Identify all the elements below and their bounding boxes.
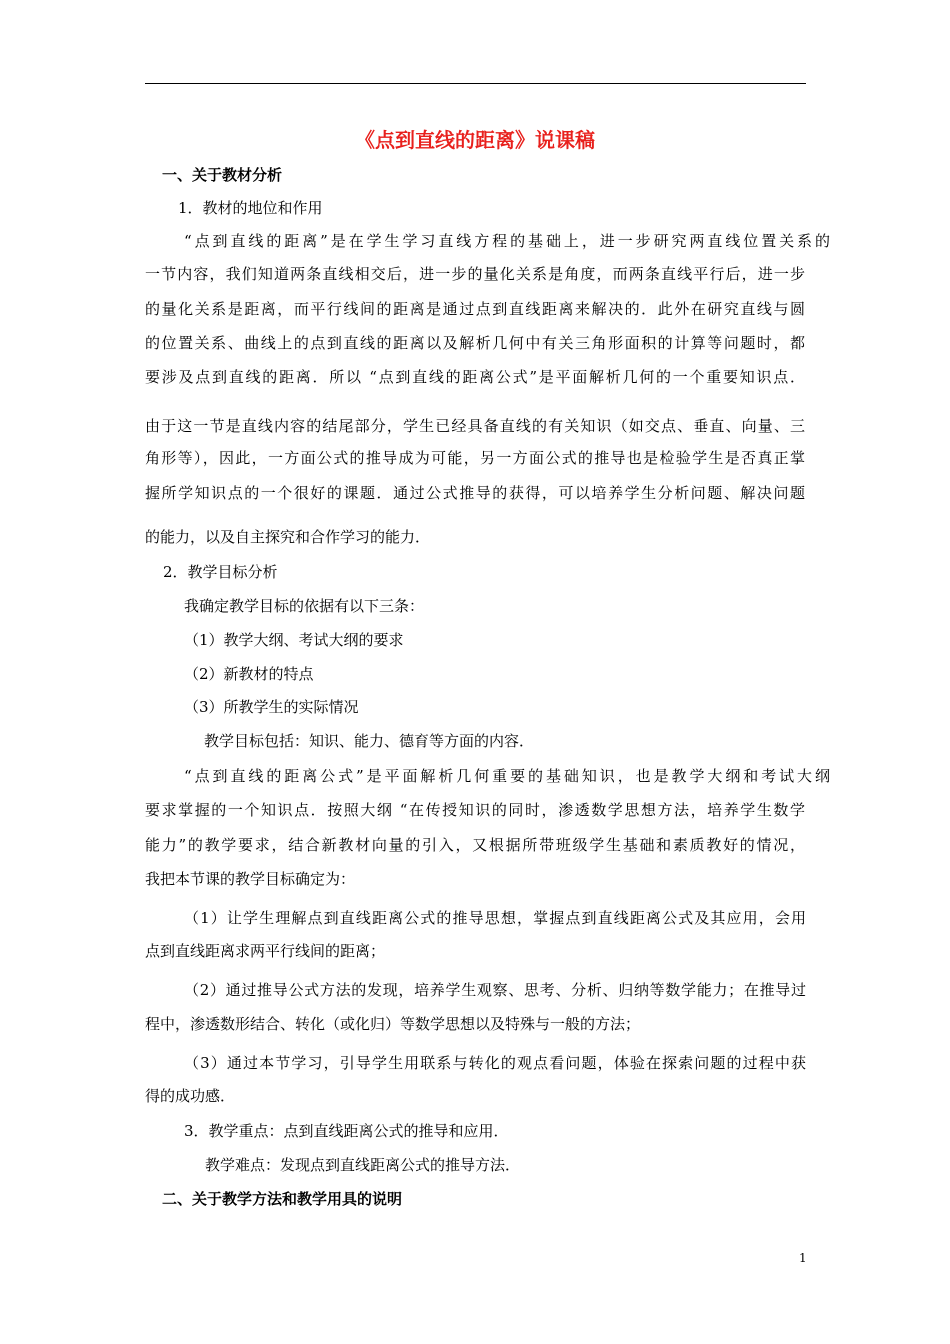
text-line: “点到直线的距离”是在学生学习直线方程的基础上，进一步研究两直线位置关系的 xyxy=(184,232,830,250)
section-heading: 一、关于教材分析 xyxy=(162,166,283,184)
text-line: 的能力，以及自主探究和合作学习的能力． xyxy=(145,528,431,546)
text-line: 由于这一节是直线内容的结尾部分，学生已经具备直线的有关知识（如交点、垂直、向量、三 xyxy=(145,417,805,435)
text-line: 能力”的教学要求，结合新教材向量的引入，又根据所带班级学生基础和素质教好的情况， xyxy=(145,836,805,854)
text-line: 3．教学重点：点到直线距离公式的推导和应用． xyxy=(184,1122,509,1140)
text-line: 要求掌握的一个知识点．按照大纲 “在传授知识的同时，渗透数学思想方法，培养学生数学 xyxy=(145,801,805,819)
text-line: 1．教材的地位和作用 xyxy=(178,199,323,217)
text-line: 教学难点：发现点到直线距离公式的推导方法． xyxy=(205,1156,521,1174)
text-line: 的量化关系是距离，而平行线间的距离是通过点到直线距离来解决的．此外在研究直线与圆 xyxy=(145,300,805,318)
text-line: 要涉及点到直线的距离．所以 “点到直线的距离公式”是平面解析几何的一个重要知识点． xyxy=(145,368,805,386)
text-line: 点到直线距离求两平行线间的距离； xyxy=(145,942,386,960)
text-line: （2）通过推导公式方法的发现，培养学生观察、思考、分析、归纳等数学能力；在推导过 xyxy=(184,981,806,999)
text-line: 得的成功感． xyxy=(145,1087,236,1105)
text-line: （1）教学大纲、考试大纲的要求 xyxy=(184,631,404,649)
text-line: 我把本节课的教学目标确定为： xyxy=(145,870,356,888)
text-line: （3）通过本节学习，引导学生用联系与转化的观点看问题，体验在探索问题的过程中获 xyxy=(184,1054,806,1072)
section-heading: 二、关于教学方法和教学用具的说明 xyxy=(162,1190,403,1208)
page-number: 1 xyxy=(799,1251,807,1265)
text-line: 程中，渗透数形结合、转化（或化归）等数学思想以及特殊与一般的方法； xyxy=(145,1015,641,1033)
text-line: （1）让学生理解点到直线距离公式的推导思想，掌握点到直线距离公式及其应用，会用 xyxy=(184,909,806,927)
text-line: 一节内容，我们知道两条直线相交后，进一步的量化关系是角度，而两条直线平行后，进一步 xyxy=(145,265,805,283)
text-line: “点到直线的距离公式”是平面解析几何重要的基础知识，也是教学大纲和考试大纲 xyxy=(184,767,830,785)
text-line: 2．教学目标分析 xyxy=(163,563,278,581)
document-title: 《点到直线的距离》说课稿 xyxy=(355,128,595,152)
text-line: 的位置关系、曲线上的点到直线的距离以及解析几何中有关三角形面积的计算等问题时，都 xyxy=(145,334,805,352)
header-rule xyxy=(145,83,806,84)
text-line: （2）新教材的特点 xyxy=(184,665,314,683)
text-line: 教学目标包括：知识、能力、德育等方面的内容． xyxy=(204,732,535,750)
text-line: 握所学知识点的一个很好的课题．通过公式推导的获得，可以培养学生分析问题、解决问题 xyxy=(145,484,805,502)
text-line: 我确定教学目标的依据有以下三条： xyxy=(184,597,425,615)
text-line: 角形等），因此，一方面公式的推导成为可能，另一方面公式的推导也是检验学生是否真正掌 xyxy=(145,449,805,467)
text-line: （3）所教学生的实际情况 xyxy=(184,698,359,716)
